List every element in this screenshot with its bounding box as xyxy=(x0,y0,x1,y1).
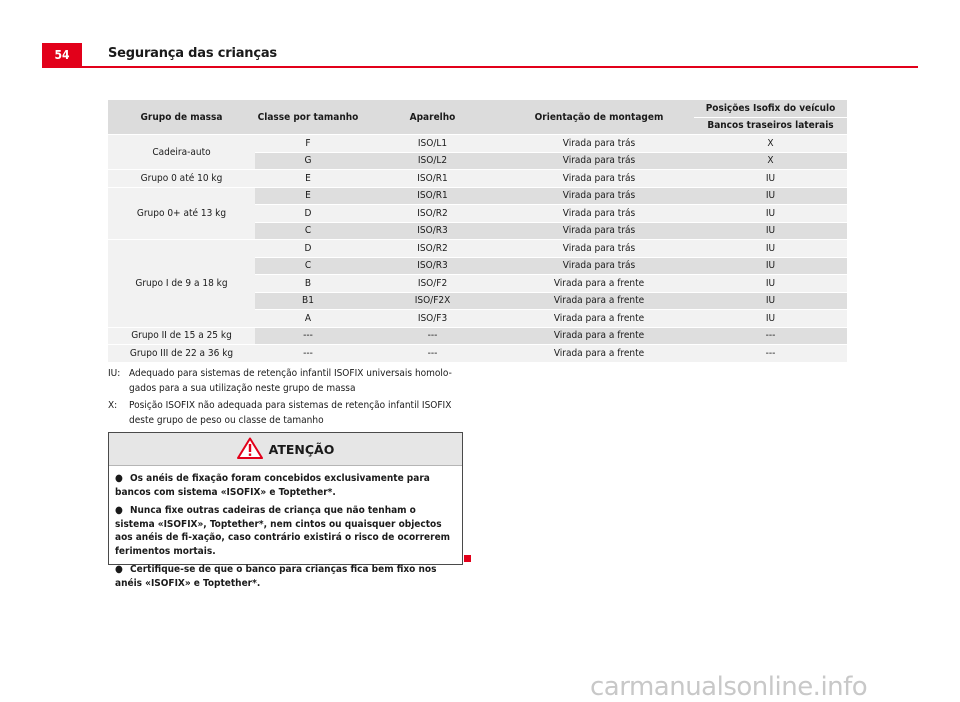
isofix-table xyxy=(108,100,847,363)
cell-orientation: Virada para trás xyxy=(504,135,694,153)
cell-rear-seats: IU xyxy=(694,257,847,275)
table-row xyxy=(108,187,847,205)
cell-orientation: Virada para a frente xyxy=(504,310,694,328)
watermark: carmanualsonline.info xyxy=(590,672,868,702)
cell-rear-seats: --- xyxy=(694,345,847,363)
warning-item: ● Os anéis de fixação foram concebidos exclusivamente para bancos com sistema «ISOFIX» e Toptether*. xyxy=(115,473,430,498)
cell-size-class: D xyxy=(255,205,361,223)
cell-size-class: --- xyxy=(255,345,361,363)
table-row xyxy=(108,170,847,188)
cell-size-class: E xyxy=(255,170,361,188)
table-row xyxy=(108,240,847,258)
cell-orientation: Virada para trás xyxy=(504,222,694,240)
cell-group: Grupo I de 9 a 18 kg xyxy=(108,240,255,328)
cell-size-class: G xyxy=(255,152,361,170)
warning-item: ● Nunca fixe outras cadeiras de criança que não tenham o sistema «ISOFIX», Toptether*, nem cintos ou quaisquer objectos aos anéis de fi-xação, caso contrário existirá o risco de ocorrerem ferimentos mortais. xyxy=(115,505,451,557)
cell-device: ISO/R2 xyxy=(361,240,504,258)
legend-text: Adequado para sistemas de retenção infantil ISOFIX universais homolo-gados para a sua utilização neste grupo de massa xyxy=(129,368,452,394)
legend-item-iu xyxy=(108,366,468,396)
cell-orientation: Virada para trás xyxy=(504,170,694,188)
header-size-class: Classe por tamanho xyxy=(255,100,361,135)
cell-rear-seats: IU xyxy=(694,187,847,205)
legend xyxy=(108,366,468,430)
bullet-icon: ● xyxy=(115,505,123,516)
cell-rear-seats: IU xyxy=(694,222,847,240)
cell-device: ISO/R2 xyxy=(361,205,504,223)
cell-device: ISO/F3 xyxy=(361,310,504,328)
cell-orientation: Virada para a frente xyxy=(504,275,694,293)
warning-box xyxy=(108,432,463,589)
cell-rear-seats: X xyxy=(694,135,847,153)
header-rule xyxy=(42,66,918,68)
cell-device: ISO/R3 xyxy=(361,222,504,240)
table-body xyxy=(108,135,847,363)
warning-triangle-icon xyxy=(237,437,263,462)
cell-rear-seats: IU xyxy=(694,240,847,258)
cell-rear-seats: --- xyxy=(694,327,847,345)
cell-orientation: Virada para trás xyxy=(504,187,694,205)
legend-key: X: xyxy=(108,400,118,411)
bullet-icon: ● xyxy=(115,564,123,575)
cell-size-class: C xyxy=(255,222,361,240)
cell-rear-seats: IU xyxy=(694,292,847,310)
page-number: 54 xyxy=(42,43,82,67)
cell-orientation: Virada para trás xyxy=(504,257,694,275)
cell-size-class: A xyxy=(255,310,361,328)
cell-size-class: B xyxy=(255,275,361,293)
page-title: Segurança das crianças xyxy=(108,46,277,61)
header-isofix-positions: Posições Isofix do veículo xyxy=(694,100,847,117)
cell-device: ISO/R3 xyxy=(361,257,504,275)
cell-rear-seats: IU xyxy=(694,170,847,188)
header-orientation: Orientação de montagem xyxy=(504,100,694,135)
cell-rear-seats: IU xyxy=(694,205,847,223)
warning-header xyxy=(109,433,462,466)
legend-text: Posição ISOFIX não adequada para sistemas de retenção infantil ISOFIX deste grupo de peso ou classe de tamanho xyxy=(129,400,452,426)
cell-size-class: E xyxy=(255,187,361,205)
cell-device: ISO/F2X xyxy=(361,292,504,310)
cell-device: ISO/L2 xyxy=(361,152,504,170)
cell-rear-seats: X xyxy=(694,152,847,170)
warning-body xyxy=(109,466,462,590)
cell-group: Grupo III de 22 a 36 kg xyxy=(108,345,255,363)
cell-size-class: C xyxy=(255,257,361,275)
cell-device: --- xyxy=(361,327,504,345)
cell-group: Cadeira-auto xyxy=(108,135,255,170)
cell-group: Grupo II de 15 a 25 kg xyxy=(108,327,255,345)
cell-orientation: Virada para trás xyxy=(504,152,694,170)
legend-key: IU: xyxy=(108,368,121,379)
table-row xyxy=(108,135,847,153)
end-of-section-mark xyxy=(464,555,471,562)
bullet-icon: ● xyxy=(115,473,123,484)
warning-item: ● Certifique-se de que o banco para crianças fica bem fixo nos anéis «ISOFIX» e Toptether*. xyxy=(115,564,437,589)
cell-orientation: Virada para a frente xyxy=(504,327,694,345)
cell-device: ISO/R1 xyxy=(361,170,504,188)
cell-orientation: Virada para a frente xyxy=(504,345,694,363)
cell-device: ISO/L1 xyxy=(361,135,504,153)
cell-orientation: Virada para trás xyxy=(504,205,694,223)
cell-size-class: D xyxy=(255,240,361,258)
cell-orientation: Virada para a frente xyxy=(504,292,694,310)
warning-title: ATENÇÃO xyxy=(268,441,335,457)
cell-rear-seats: IU xyxy=(694,310,847,328)
cell-size-class: B1 xyxy=(255,292,361,310)
cell-size-class: F xyxy=(255,135,361,153)
header-rear-seats: Bancos traseiros laterais xyxy=(694,117,847,135)
table-row xyxy=(108,327,847,345)
cell-size-class: --- xyxy=(255,327,361,345)
cell-device: ISO/R1 xyxy=(361,187,504,205)
header-group: Grupo de massa xyxy=(108,100,255,135)
cell-device: ISO/F2 xyxy=(361,275,504,293)
table-row xyxy=(108,345,847,363)
legend-item-x xyxy=(108,398,468,428)
cell-group: Grupo 0+ até 13 kg xyxy=(108,187,255,240)
header-device: Aparelho xyxy=(361,100,504,135)
cell-device: --- xyxy=(361,345,504,363)
cell-orientation: Virada para trás xyxy=(504,240,694,258)
cell-group: Grupo 0 até 10 kg xyxy=(108,170,255,188)
cell-rear-seats: IU xyxy=(694,275,847,293)
